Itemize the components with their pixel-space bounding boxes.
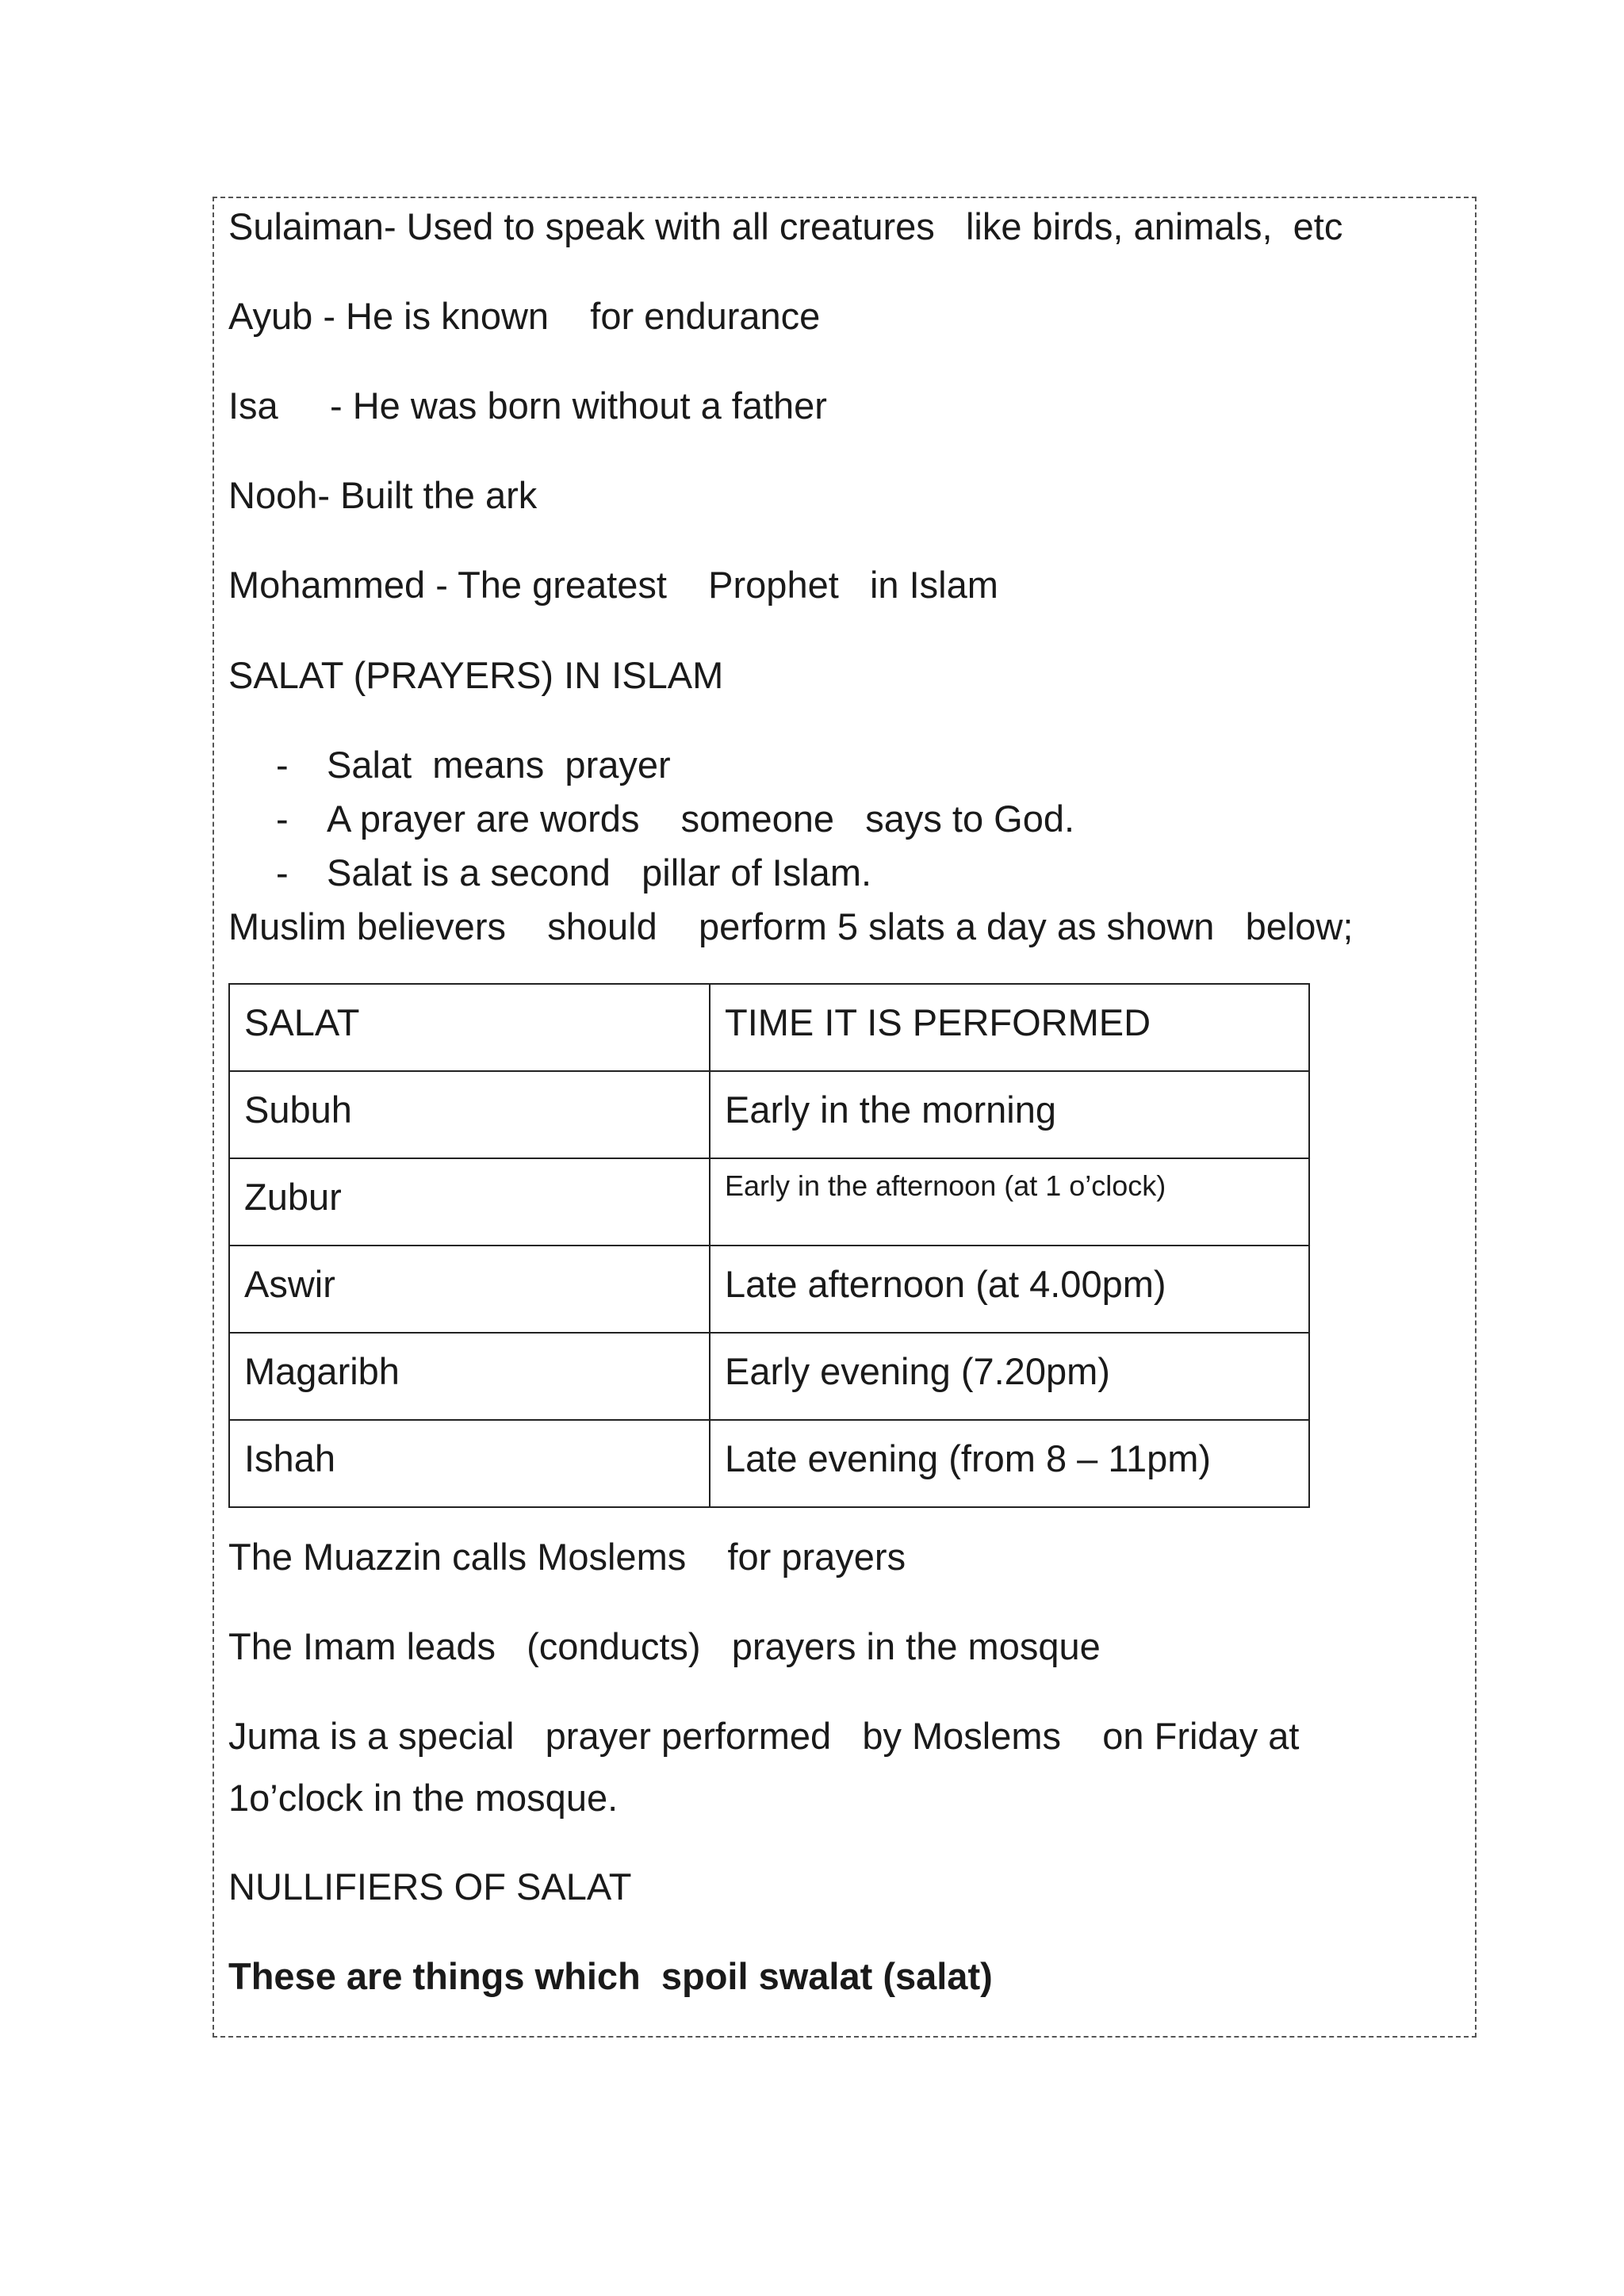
salat-times-table [228,983,1310,1508]
table-cell-time: Early in the afternoon (at 1 o’clock) [710,1158,1309,1246]
table-cell-time: Early in the morning [710,1071,1309,1158]
table-header-row [229,984,1309,1071]
juma-line: Juma is a special prayer performed by Moslems on Friday at [228,1715,1300,1757]
table-cell-time: Early evening (7.20pm) [710,1333,1309,1420]
prophet-line-isa: Isa - He was born without a father [228,385,827,427]
salat-heading: SALAT (PRAYERS) IN ISLAM [228,654,724,696]
bullet-text: A prayer are words someone says to God. [327,798,1075,840]
intro-line: Muslim believers should perform 5 slats a day as shown below; [228,905,1354,947]
bullet-text: Salat is a second pillar of Islam. [327,851,872,894]
table-row [229,1246,1309,1333]
muazzin-line: The Muazzin calls Moslems for prayers [228,1536,906,1578]
bullet-text: Salat means prayer [327,744,671,786]
table-cell-time: Late afternoon (at 4.00pm) [710,1246,1309,1333]
prophet-line-ayub: Ayub - He is known for endurance [228,295,821,337]
table-cell-salat: Subuh [229,1071,710,1158]
table-cell-salat: Zubur [229,1158,710,1246]
nullifiers-heading: NULLIFIERS OF SALAT [228,1866,632,1908]
imam-line: The Imam leads (conducts) prayers in the mosque [228,1625,1101,1667]
prophet-line-sulaiman: Sulaiman- Used to speak with all creatures like birds, animals, etc [228,205,1343,247]
prophet-line-mohammed: Mohammed - The greatest Prophet in Islam [228,564,998,606]
bullet-dash: - [276,798,289,840]
nullifiers-subheading: These are things which spoil swalat (salat) [228,1955,993,1997]
table-cell-time: Late evening (from 8 – 11pm) [710,1420,1309,1507]
prophet-line-nooh: Nooh- Built the ark [228,474,538,516]
bullet-dash: - [276,851,289,894]
table-row [229,1071,1309,1158]
table-header-salat: SALAT [229,984,710,1071]
table-row [229,1333,1309,1420]
table-cell-salat: Ishah [229,1420,710,1507]
table-cell-salat: Aswir [229,1246,710,1333]
table-row [229,1158,1309,1246]
juma-line-continued: 1o’clock in the mosque. [228,1777,619,1819]
bullet-dash: - [276,744,289,786]
table-header-time: TIME IT IS PERFORMED [710,984,1309,1071]
table-row [229,1420,1309,1507]
table-cell-salat: Magaribh [229,1333,710,1420]
